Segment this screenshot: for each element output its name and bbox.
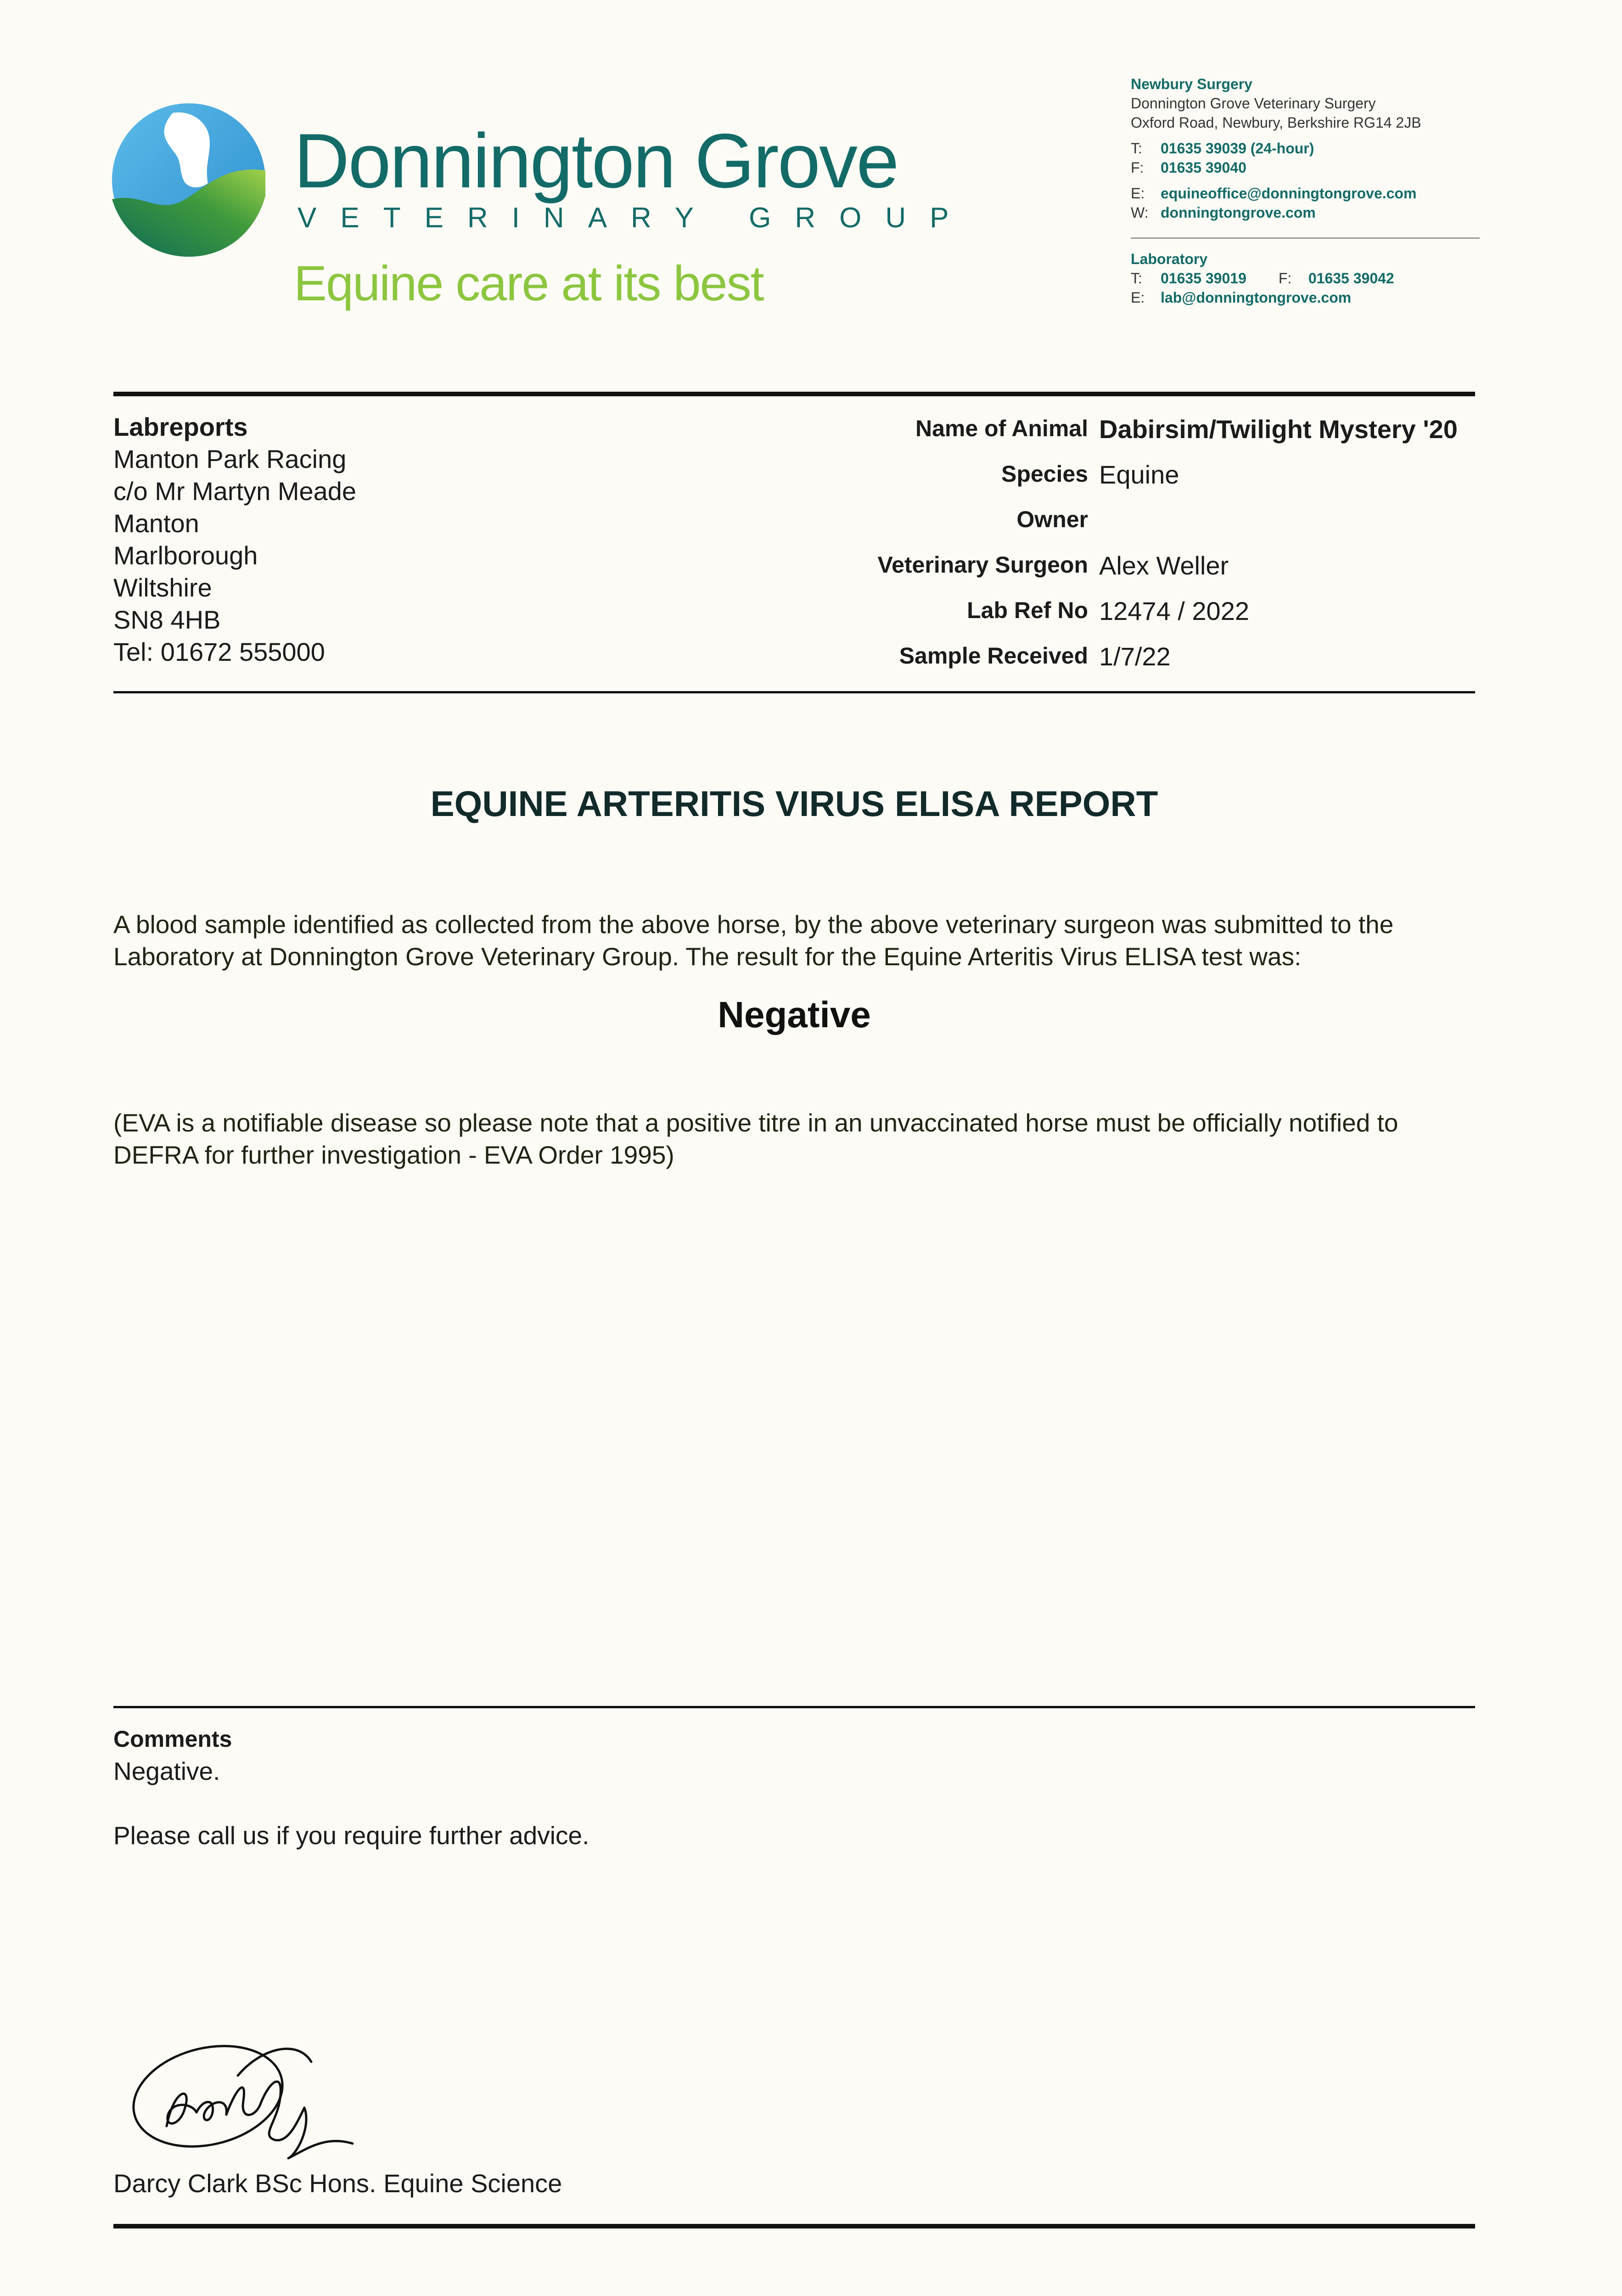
detail-label: Owner [1016, 506, 1088, 532]
detail-row-labref [689, 592, 1476, 637]
header-bottom-rule [113, 691, 1475, 693]
address-line: Manton Park Racing [113, 445, 347, 473]
tel-key: T: [1131, 140, 1142, 157]
detail-row-owner [689, 501, 1476, 546]
laboratory-fax: 01635 39042 [1308, 270, 1394, 287]
surgery-fax: 01635 39040 [1161, 159, 1246, 176]
advice-text: Please call us if you require further advice. [113, 1821, 589, 1850]
email-key: E: [1131, 289, 1145, 306]
surgery-address: Oxford Road, Newbury, Berkshire RG14 2JB [1131, 114, 1421, 131]
report-title: EQUINE ARTERITIS VIRUS ELISA REPORT [430, 783, 1158, 824]
species-value: Equine [1099, 460, 1179, 489]
detail-label: Sample Received [899, 643, 1088, 669]
detail-label: Lab Ref No [967, 597, 1088, 623]
signer-name: Darcy Clark BSc Hons. Equine Science [113, 2169, 562, 2198]
comments-heading: Comments [113, 1726, 232, 1752]
tel-key: T: [1131, 270, 1142, 287]
address-line: Wiltshire [113, 573, 212, 602]
contact-divider [1131, 237, 1480, 239]
report-note: (EVA is a notifiable disease so please note that a positive titre in an unvaccinated horse must be officially notified to DEFRA for further investigation - EVA Order 1995) [113, 1109, 1398, 1169]
sample-received-value: 1/7/22 [1099, 642, 1171, 671]
laboratory-email-row [1131, 288, 1480, 307]
header-top-rule [113, 392, 1475, 396]
address-line: SN8 4HB [113, 605, 221, 634]
surgery-email-row [1131, 184, 1480, 203]
website-link[interactable]: donningtongrove.com [1161, 204, 1316, 221]
vet-value: Alex Weller [1099, 551, 1229, 580]
address-line: Labreports [113, 412, 248, 441]
laboratory-heading: Laboratory [1131, 251, 1208, 267]
brand-subtitle: VETERINARY GROUP [297, 202, 973, 234]
recipient-address [113, 411, 356, 668]
brand-tagline: Equine care at its best [294, 255, 763, 311]
sample-details [689, 410, 1476, 683]
surgery-name: Donnington Grove Veterinary Surgery [1131, 95, 1376, 112]
address-line: Tel: 01672 555000 [113, 637, 325, 666]
surgery-tel[interactable]: 01635 39039 (24-hour) [1161, 140, 1314, 157]
detail-label: Veterinary Surgeon [877, 552, 1088, 578]
surgery-fax-row [1131, 158, 1480, 177]
web-key: W: [1131, 204, 1149, 221]
laboratory-phone-row [1131, 269, 1480, 288]
address-line: Manton [113, 509, 199, 538]
laboratory-contact [1131, 249, 1480, 307]
signature-icon [123, 2020, 371, 2177]
logo-icon [109, 100, 269, 260]
test-result: Negative [718, 994, 871, 1035]
detail-row-vet [689, 546, 1476, 592]
detail-row-received [689, 637, 1476, 683]
laboratory-tel[interactable]: 01635 39019 [1161, 270, 1246, 287]
detail-row-species [689, 456, 1476, 501]
email-key: E: [1131, 185, 1145, 202]
comments-rule [113, 1706, 1475, 1708]
surgery-tel-row [1131, 139, 1480, 158]
fax-key: F: [1278, 270, 1292, 287]
surgery-email-link[interactable]: equineoffice@donningtongrove.com [1161, 185, 1417, 202]
address-line: Marlborough [113, 541, 258, 570]
detail-row-animal [689, 410, 1476, 456]
surgery-heading: Newbury Surgery [1131, 76, 1252, 92]
surgery-contact [1131, 74, 1480, 222]
report-intro: A blood sample identified as collected from the above horse, by the above veterinary surgeon was submitted to the Laboratory at Donnington Grove Veterinary Group. The result for the Equine Arteritis Virus ELISA test was: [113, 910, 1394, 971]
brand-name: Donnington Grove [294, 118, 898, 204]
fax-key: F: [1131, 159, 1144, 176]
animal-name-value: Dabirsim/Twilight Mystery '20 [1099, 415, 1458, 444]
surgery-web-row [1131, 203, 1480, 222]
laboratory-email-link[interactable]: lab@donningtongrove.com [1161, 289, 1352, 306]
detail-label: Species [1001, 461, 1088, 487]
lab-ref-value: 12474 / 2022 [1099, 597, 1249, 625]
address-line: c/o Mr Martyn Meade [113, 477, 357, 506]
footer-rule [113, 2224, 1475, 2228]
comments-text: Negative. [113, 1757, 220, 1785]
comments-section [113, 1723, 589, 1851]
detail-label: Name of Animal [915, 416, 1088, 441]
